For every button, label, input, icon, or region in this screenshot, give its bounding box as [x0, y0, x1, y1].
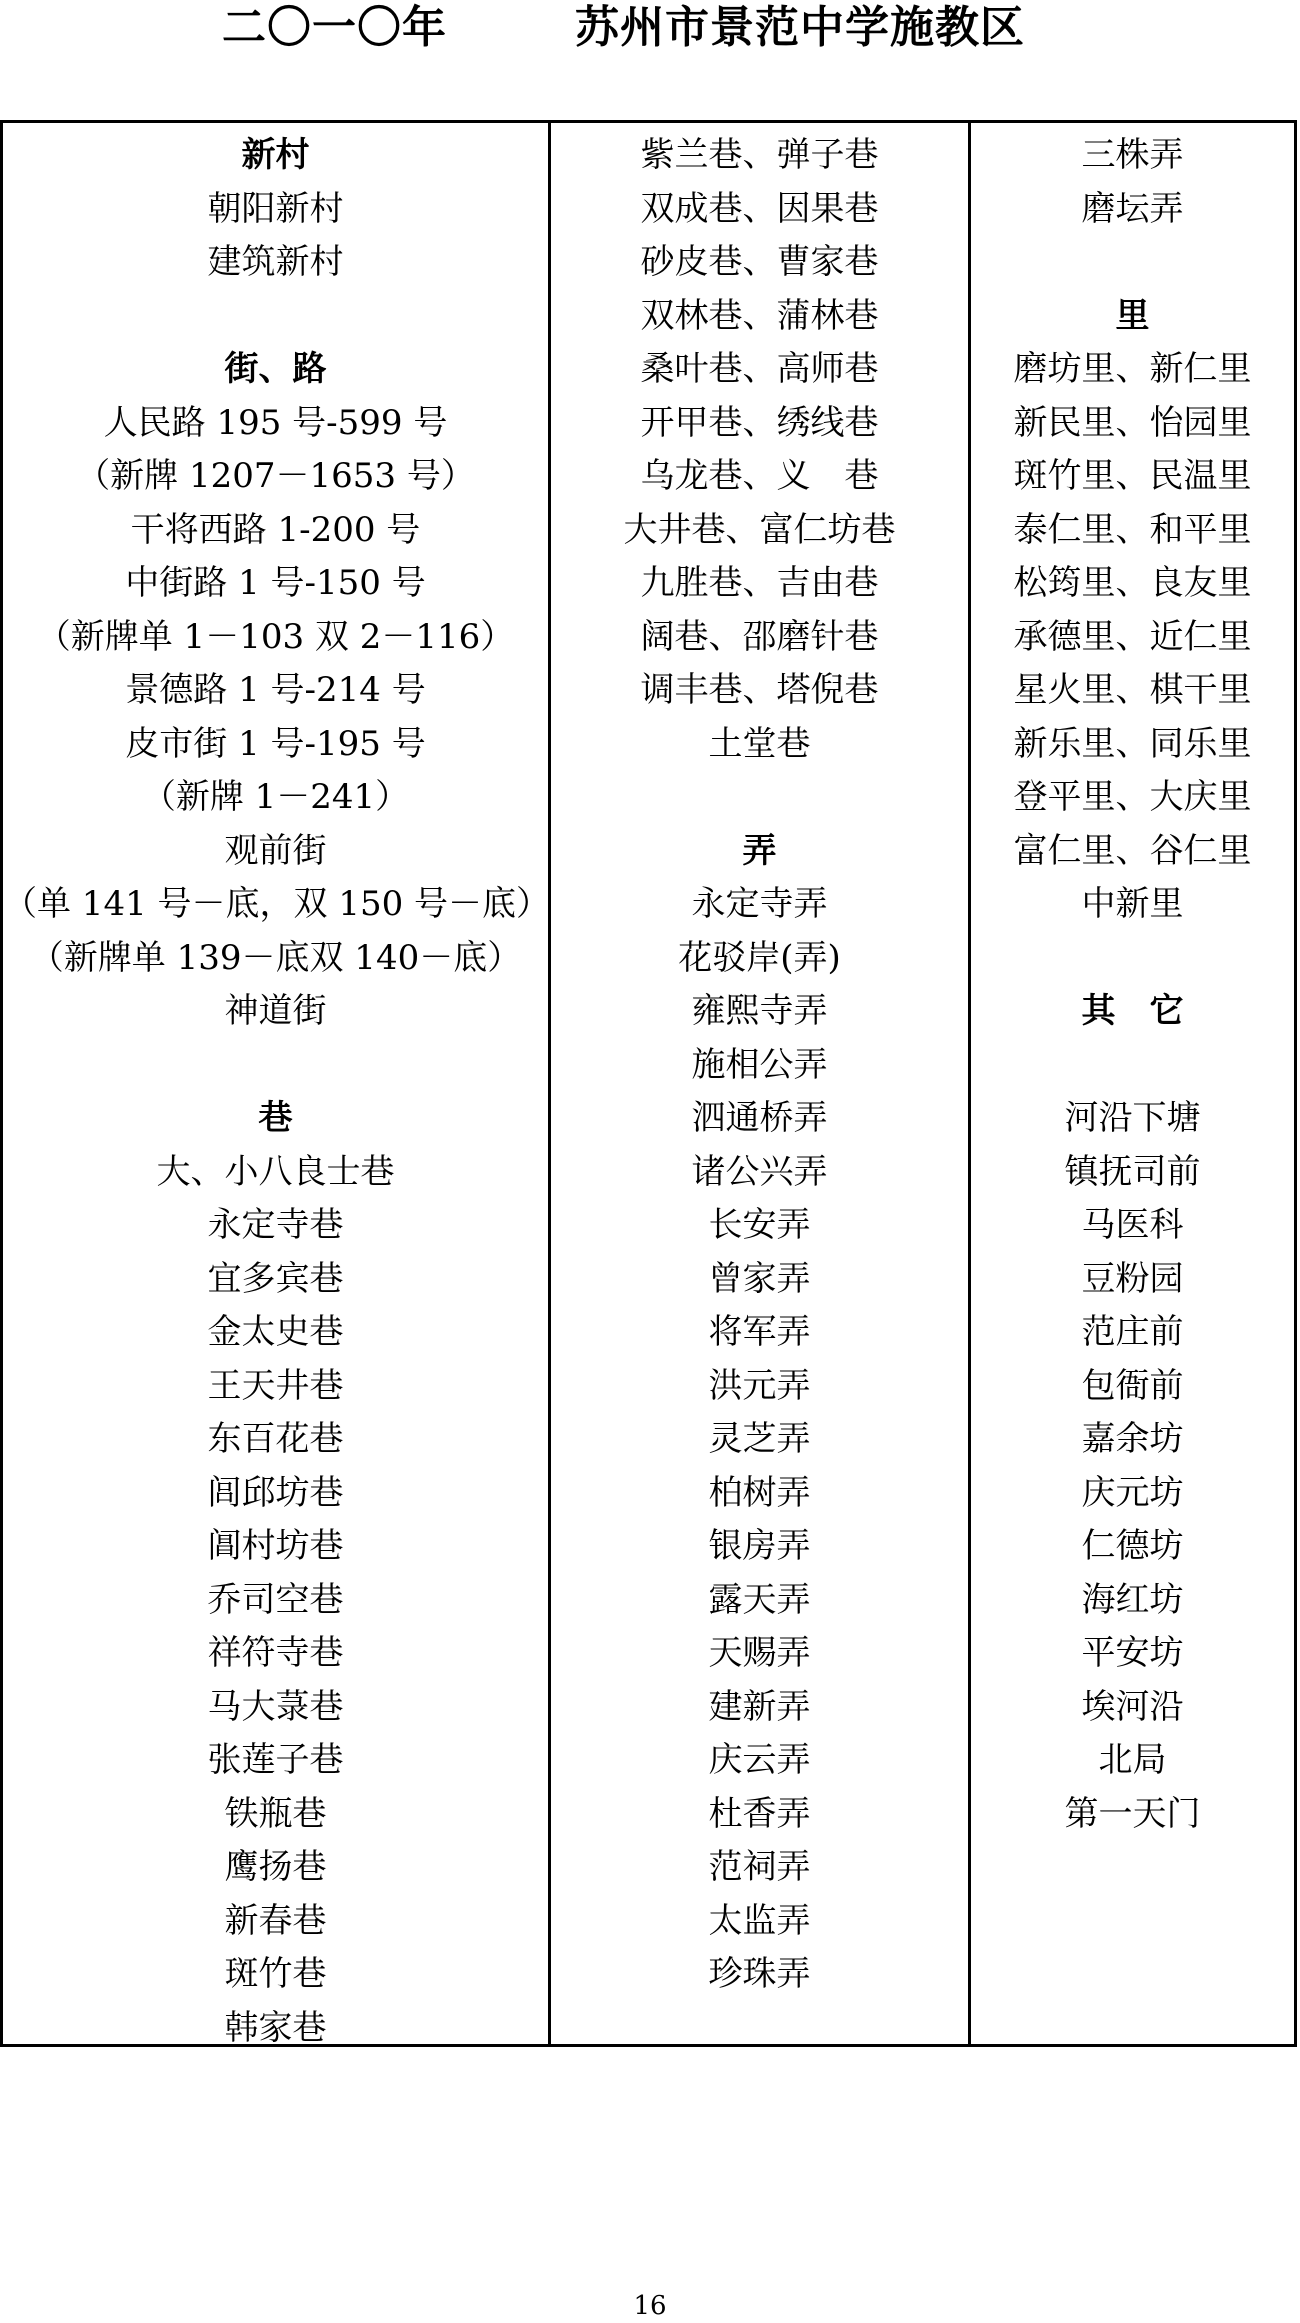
- street-item: 阔巷、邵磨针巷: [640, 616, 879, 657]
- spacer: [971, 1039, 1294, 1093]
- street-item: 雍熙寺弄: [691, 991, 828, 1031]
- street-item: 磨坛弄: [1081, 188, 1184, 229]
- street-item: 砂皮巷、曹家巷: [640, 242, 879, 282]
- street-item: （新牌单 139－底双 140－底）: [29, 937, 522, 978]
- page-number: 16: [633, 2291, 667, 2321]
- street-item: 建筑新村: [207, 242, 344, 282]
- street-item: 新民里、怡园里: [1013, 402, 1252, 443]
- street-item: 磨坊里、新仁里: [1013, 349, 1252, 389]
- spacer: [971, 236, 1294, 290]
- street-item: （单 141 号－底，双 150 号－底）: [3, 884, 551, 924]
- street-table: [0, 120, 1297, 2047]
- street-item: （新牌 1－241）: [141, 777, 410, 817]
- street-item: 珍珠弄: [708, 1954, 811, 1994]
- street-item: 承德里、近仁里: [1013, 616, 1252, 657]
- street-item: 富仁里、谷仁里: [1013, 830, 1252, 871]
- street-item: 中街路 1 号-150 号: [125, 563, 426, 603]
- street-item: 乌龙巷、义 巷: [640, 456, 879, 496]
- street-item: 乔司空巷: [207, 1579, 344, 1620]
- title-year: 二〇一〇年: [222, 2, 447, 53]
- street-item: 金太史巷: [207, 1312, 344, 1352]
- street-item: 阊村坊巷: [207, 1526, 344, 1566]
- street-item: 埃河沿: [1081, 1686, 1184, 1727]
- street-item: 泗通桥弄: [691, 1098, 828, 1138]
- street-item: 闾邱坊巷: [207, 1472, 344, 1513]
- street-item: 大、小八良士巷: [156, 1151, 395, 1192]
- street-item: 马医科: [1081, 1205, 1184, 1245]
- street-item: 新春巷: [224, 1900, 327, 1941]
- street-item: 干将西路 1-200 号: [130, 509, 421, 550]
- page-title: [0, 0, 1300, 60]
- street-item: 新乐里、同乐里: [1013, 723, 1252, 764]
- street-item: 祥符寺巷: [207, 1633, 344, 1673]
- street-item: 柏树弄: [708, 1472, 811, 1513]
- section-heading: 巷: [258, 1098, 293, 1138]
- street-item: 马大菉巷: [207, 1686, 344, 1727]
- street-item: 花驳岸(弄): [678, 937, 841, 978]
- street-item: 王天井巷: [207, 1365, 344, 1406]
- spacer: [3, 290, 548, 344]
- street-item: 登平里、大庆里: [1013, 777, 1252, 817]
- street-item: 神道街: [224, 991, 327, 1031]
- spacer: [551, 771, 968, 825]
- section-heading: 街、路: [224, 349, 327, 389]
- street-item: 灵芝弄: [708, 1419, 811, 1459]
- street-item: 人民路 195 号-599 号: [103, 402, 448, 443]
- street-item: 星火里、棋干里: [1013, 670, 1252, 710]
- street-item: 嘉余坊: [1081, 1419, 1184, 1459]
- street-item: 范庄前: [1081, 1312, 1184, 1352]
- street-item: 豆粉园: [1081, 1258, 1184, 1299]
- street-item: 土堂巷: [708, 723, 811, 764]
- street-item: 观前街: [224, 830, 327, 871]
- street-item: 施相公弄: [691, 1044, 828, 1085]
- street-item: 太监弄: [708, 1900, 811, 1941]
- street-item: 北局: [1098, 1740, 1167, 1780]
- street-item: 斑竹里、民温里: [1013, 456, 1252, 496]
- street-item: 洪元弄: [708, 1365, 811, 1406]
- street-item: 松筠里、良友里: [1013, 563, 1252, 603]
- title-school-area: 苏州市景范中学施教区: [575, 2, 1025, 53]
- street-item: 诸公兴弄: [691, 1151, 828, 1192]
- street-item: 杜香弄: [708, 1793, 811, 1834]
- street-item: 长安弄: [708, 1205, 811, 1245]
- column-1: [3, 123, 551, 2048]
- street-item: 大井巷、富仁坊巷: [623, 509, 896, 550]
- column-3: [971, 123, 1294, 2044]
- street-item: 海红坊: [1081, 1579, 1184, 1620]
- street-item: 永定寺弄: [691, 884, 828, 924]
- street-item: 景德路 1 号-214 号: [125, 670, 426, 710]
- street-item: 双成巷、因果巷: [640, 188, 879, 229]
- street-item: 建新弄: [708, 1686, 811, 1727]
- street-item: 曾家弄: [708, 1258, 811, 1299]
- section-heading: 弄: [742, 830, 777, 871]
- street-item: 皮市街 1 号-195 号: [125, 723, 426, 764]
- section-heading: 新村: [241, 135, 310, 175]
- street-item: 张莲子巷: [207, 1740, 344, 1780]
- street-item: 包衙前: [1081, 1365, 1184, 1406]
- street-item: 第一天门: [1064, 1793, 1201, 1834]
- street-item: 鹰扬巷: [224, 1847, 327, 1887]
- street-item: 韩家巷: [224, 2007, 327, 2048]
- street-item: 调丰巷、塔倪巷: [640, 670, 879, 710]
- street-item: 天赐弄: [708, 1633, 811, 1673]
- street-item: （新牌 1207－1653 号）: [76, 456, 475, 496]
- street-item: 银房弄: [708, 1526, 811, 1566]
- street-item: 庆元坊: [1081, 1472, 1184, 1513]
- column-2: [551, 123, 971, 2044]
- street-item: 镇抚司前: [1064, 1151, 1201, 1192]
- street-item: （新牌单 1－103 双 2－116）: [36, 616, 515, 657]
- spacer: [971, 932, 1294, 986]
- street-item: 双林巷、蒲林巷: [640, 295, 879, 336]
- street-item: 中新里: [1081, 884, 1184, 924]
- street-item: 露天弄: [708, 1579, 811, 1620]
- street-item: 朝阳新村: [207, 188, 344, 229]
- street-item: 铁瓶巷: [224, 1793, 327, 1834]
- street-item: 九胜巷、吉由巷: [640, 563, 879, 603]
- street-item: 范祠弄: [708, 1847, 811, 1887]
- street-item: 永定寺巷: [207, 1205, 344, 1245]
- street-item: 平安坊: [1081, 1633, 1184, 1673]
- street-item: 庆云弄: [708, 1740, 811, 1780]
- street-item: 紫兰巷、弹子巷: [640, 135, 879, 175]
- street-item: 仁德坊: [1081, 1526, 1184, 1566]
- street-item: 宜多宾巷: [207, 1258, 344, 1299]
- section-heading: 里: [1115, 295, 1150, 336]
- section-heading: 其 它: [1081, 991, 1184, 1031]
- street-item: 东百花巷: [207, 1419, 344, 1459]
- street-item: 泰仁里、和平里: [1013, 509, 1252, 550]
- spacer: [3, 1039, 548, 1093]
- street-item: 开甲巷、绣线巷: [640, 402, 879, 443]
- street-item: 三株弄: [1081, 135, 1184, 175]
- street-item: 桑叶巷、高师巷: [640, 349, 879, 389]
- street-item: 将军弄: [708, 1312, 811, 1352]
- street-item: 河沿下塘: [1064, 1098, 1201, 1138]
- street-item: 斑竹巷: [224, 1954, 327, 1994]
